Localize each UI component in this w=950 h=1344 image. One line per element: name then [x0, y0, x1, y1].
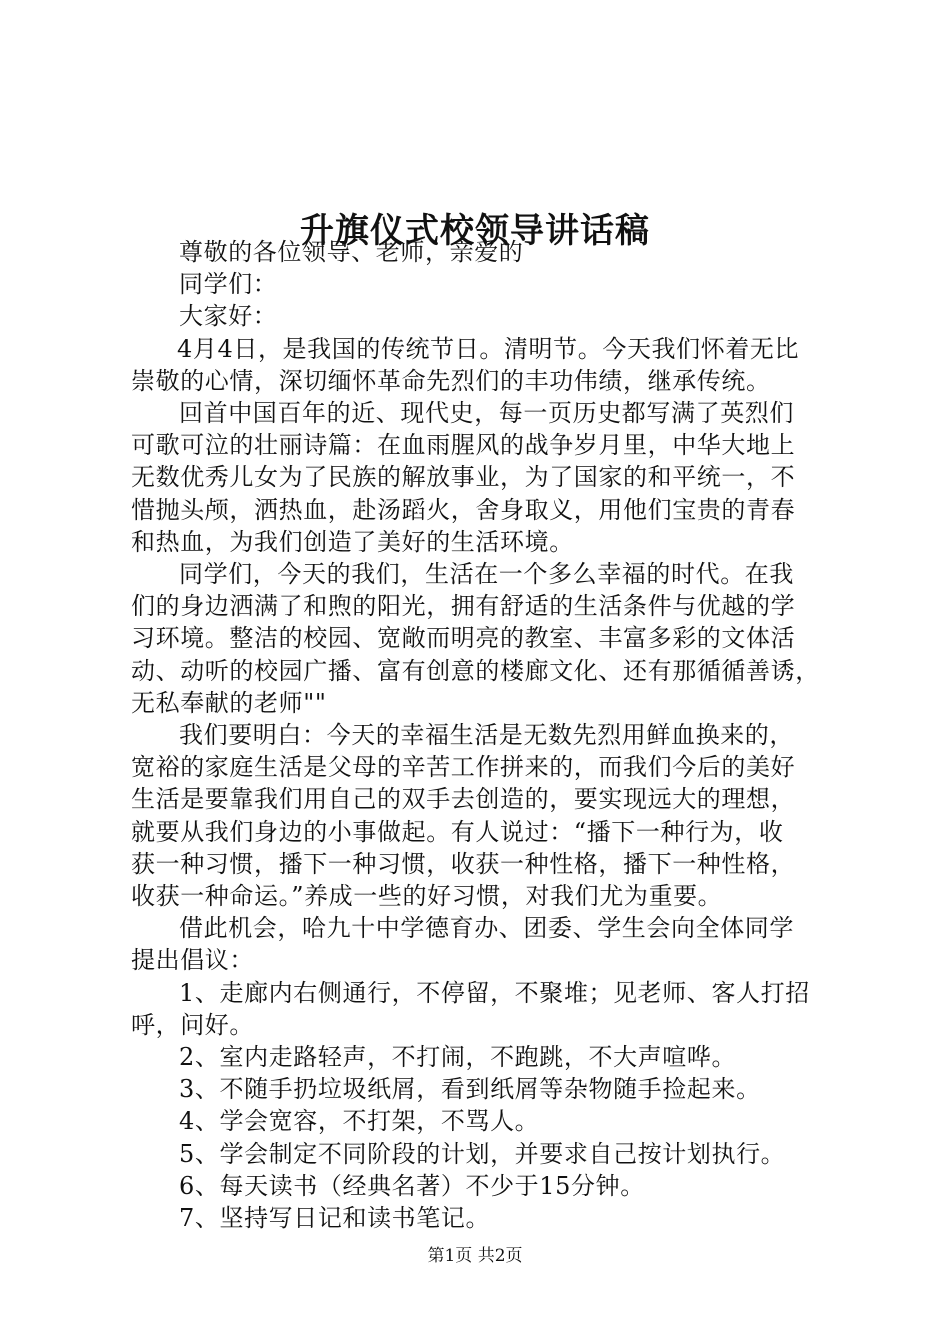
paragraph-line: 惜抛头颅，洒热血，赴汤蹈火，舍身取义，用他们宝贵的青春	[131, 495, 796, 524]
paragraph-line: 们的身边洒满了和煦的阳光，拥有舒适的生活条件与优越的学	[131, 592, 796, 621]
paragraph-line: 我们要明白：今天的幸福生活是无数先烈用鲜血换来的，	[179, 721, 794, 750]
paragraph-line: 就要从我们身边的小事做起。有人说过：“播下一种行为，收	[131, 817, 784, 846]
salutation-line: 尊敬的各位领导、老师，亲爱的	[179, 238, 524, 266]
paragraph-line: 回首中国百年的近、现代史，每一页历史都写满了英烈们	[179, 399, 794, 428]
document-body	[131, 236, 836, 1234]
paragraph-line: 收获一种命运。”养成一些的好习惯，对我们尤为重要。	[131, 882, 723, 911]
paragraph-line: 提出倡议：	[131, 946, 254, 975]
paragraph-line: 崇敬的心情，深切缅怀革命先烈们的丰功伟绩，继承传统。	[131, 366, 771, 395]
greeting-line: 大家好：	[179, 302, 278, 331]
paragraph-line: 动、动听的校园广播、富有创意的楼廊文化、还有那循循善诱，	[131, 656, 820, 685]
paragraph-line: 4月4日，是我国的传统节日。清明节。今天我们怀着无比	[177, 334, 800, 363]
list-item: 7、坚持写日记和读书笔记。	[179, 1204, 491, 1233]
paragraph-line: 无数优秀儿女为了民族的解放事业，为了国家的和平统一，不	[131, 463, 796, 492]
paragraph-line: 同学们，今天的我们，生活在一个多么幸福的时代。在我	[179, 560, 794, 589]
list-item: 5、学会制定不同阶段的计划，并要求自己按计划执行。	[179, 1139, 786, 1168]
paragraph-line: 生活是要靠我们用自己的双手去创造的，要实现远大的理想，	[131, 785, 796, 814]
salutation-line: 同学们：	[179, 270, 278, 299]
list-item: 1、走廊内右侧通行，不停留，不聚堆；见老师、客人打招	[179, 978, 810, 1007]
list-item: 2、室内走路轻声，不打闹，不跑跳，不大声喧哗。	[179, 1043, 737, 1072]
paragraph-line: 借此机会，哈九十中学德育办、团委、学生会向全体同学	[179, 914, 794, 943]
document-title: 升旗仪式校领导讲话稿	[300, 210, 650, 251]
list-item: 6、每天读书（经典名著）不少于15分钟。	[179, 1171, 645, 1200]
list-item: 4、学会宽容，不打架，不骂人。	[179, 1107, 540, 1136]
paragraph-line: 和热血，为我们创造了美好的生活环境。	[131, 527, 574, 556]
list-item: 3、不随手扔垃圾纸屑，看到纸屑等杂物随手捡起来。	[179, 1075, 761, 1104]
paragraph-line: 无私奉献的老师""	[131, 688, 327, 717]
list-item-continuation: 呼，问好。	[131, 1010, 254, 1039]
page-footer: 第1页 共2页	[427, 1246, 523, 1266]
paragraph-line: 可歌可泣的壮丽诗篇：在血雨腥风的战争岁月里，中华大地上	[131, 431, 796, 460]
paragraph-line: 习环境。整洁的校园、宽敞而明亮的教室、丰富多彩的文体活	[131, 624, 796, 653]
paragraph-line: 宽裕的家庭生活是父母的辛苦工作拼来的，而我们今后的美好	[131, 753, 796, 782]
paragraph-line: 获一种习惯，播下一种习惯，收获一种性格，播下一种性格，	[131, 849, 796, 878]
